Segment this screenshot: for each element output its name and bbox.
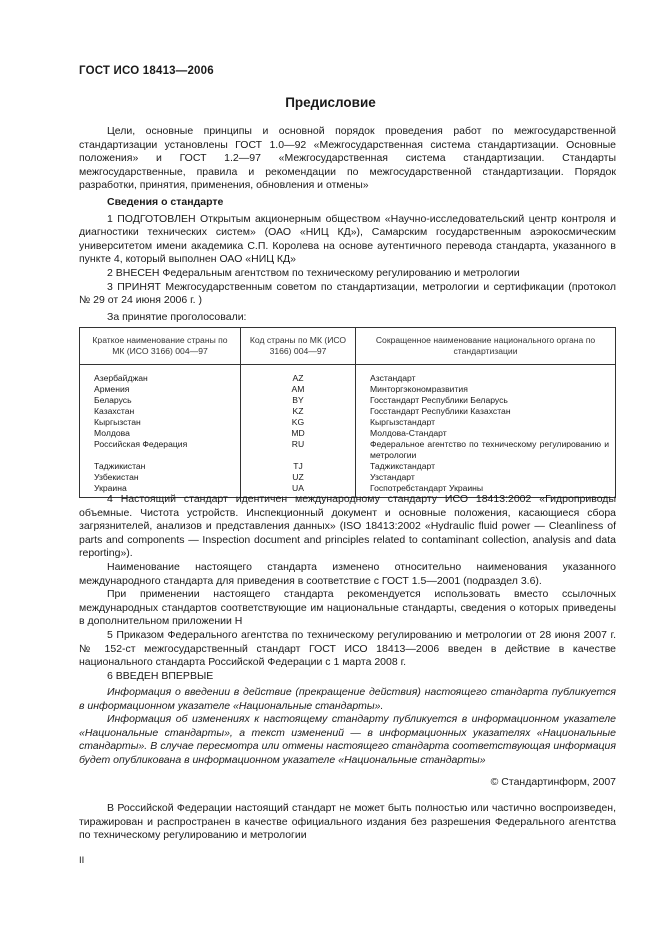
country-cell: Молдова: [80, 428, 241, 439]
code-cell: TJ: [241, 461, 356, 472]
body-cell: Госпотребстандарт Украины: [356, 483, 616, 498]
info-paragraph-1: Информация о введении в действие (прекращение действия) настоящего стандарта публикуется в информационном указателе «Национальные стандарты».: [79, 686, 616, 712]
code-cell: UA: [241, 483, 356, 498]
body-cell: Кыргызстандарт: [356, 417, 616, 428]
item-4-reference-note: При применении настоящего стандарта рекомендуется использовать вместо ссылочных международных стандартов соответствующие им национальные стандарты, сведения о которых приведены в дополнительном приложении Н: [79, 588, 616, 628]
item-6: 6 ВВЕДЕН ВПЕРВЫЕ: [107, 669, 214, 682]
intro-paragraph: Цели, основные принципы и основной порядок проведения работ по межгосударственной стандартизации установлены ГОСТ 1.0—92 «Межгосударственная система стандартизации. Основные положения» и ГОСТ 1.2—97 «Межгосударственная система стандартизации. Стандарты межгосударственные, правила и рекомендации по межгосударственной стандартизации. Порядок разработки, принятия, применения, обновления и отмены»: [79, 125, 616, 192]
subheading: Сведения о стандарте: [107, 195, 224, 208]
table-row: [80, 395, 616, 406]
code-cell: KG: [241, 417, 356, 428]
body-cell: Азстандарт: [356, 365, 616, 385]
reproduction-notice: [79, 802, 616, 843]
table-row: [80, 461, 616, 472]
info-paragraph-2: Информация об изменениях к настоящему стандарту публикуется в информационном указателе «Национальные стандарты», а текст изменений — в информационных указателях «Национальные стандарты». В случае пересмотра или отмены настоящего стандарта соответствующая информация будет опубликована в информационном указателе «Национальные стандарты»: [79, 713, 616, 766]
table-row: [80, 384, 616, 395]
code-cell: AM: [241, 384, 356, 395]
country-cell: Беларусь: [80, 395, 241, 406]
body-cell: Таджикстандарт: [356, 461, 616, 472]
table-header-country: Краткое наименование страны по МК (ИСО 3166) 004—97: [80, 328, 241, 365]
table-row: [80, 439, 616, 461]
table-row: [80, 406, 616, 417]
table-header-code: Код страны по МК (ИСО 3166) 004—97: [241, 328, 356, 365]
preface-top-section: [79, 125, 616, 324]
item-4: 4 Настоящий стандарт идентичен международному стандарту ИСО 18413:2002 «Гидроприводы объемные. Чистота устройств. Инспекционный документ и основные положения, касающиеся сбора загрязнителей, анализов и представления данных» (ISO 18413:2002 «Hydraulic fluid power — Cleanliness of parts and components — Inspection document and principles related to contaminant collection, analysis and data reporting»).: [79, 493, 616, 560]
voting-table: [79, 327, 616, 498]
table-row: [80, 472, 616, 483]
body-cell: Госстандарт Республики Беларусь: [356, 395, 616, 406]
table-header-body: Сокращенное наименование национального органа по стандартизации: [356, 328, 616, 365]
table-row: [80, 428, 616, 439]
code-cell: KZ: [241, 406, 356, 417]
body-cell: Узстандарт: [356, 472, 616, 483]
country-cell: Армения: [80, 384, 241, 395]
page-title: Предисловие: [285, 95, 376, 110]
item-5: 5 Приказом Федерального агентства по техническому регулированию и метрологии от 28 июня 2007 г. № 152-ст межгосударственный стандарт ГОСТ ИСО 18413—2006 введен в действие в качестве национального стандарта Российской Федерации с 1 марта 2008 г.: [79, 628, 616, 669]
copyright: © Стандартинформ, 2007: [490, 776, 616, 788]
voting-table-wrap: [79, 327, 616, 498]
notice-paragraph: В Российской Федерации настоящий стандарт не может быть полностью или частично воспроизведен, тиражирован и распространен в качестве официального издания без разрешения Федерального агентства по техническому регулированию и метрологии: [79, 802, 616, 842]
country-cell: Узбекистан: [80, 472, 241, 483]
info-section: [79, 686, 616, 768]
body-cell: Госстандарт Республики Казахстан: [356, 406, 616, 417]
country-cell: Кыргызстан: [80, 417, 241, 428]
table-row: [80, 365, 616, 385]
document-header: ГОСТ ИСО 18413—2006: [79, 65, 214, 77]
code-cell: MD: [241, 428, 356, 439]
voted-label: За принятие проголосовали:: [107, 310, 247, 323]
body-cell: Минторгэкономразвития: [356, 384, 616, 395]
preface-middle-section: [79, 493, 616, 683]
item-4-name-note: Наименование настоящего стандарта изменено относительно наименования указанного международного стандарта для приведения в соответствие с ГОСТ 1.5—2001 (подраздел 3.6).: [79, 560, 616, 587]
item-3: 3 ПРИНЯТ Межгосударственным советом по стандартизации, метрологии и сертификации (протокол № 29 от 24 июня 2006 г. ): [79, 280, 616, 307]
body-cell: Молдова-Стандарт: [356, 428, 616, 439]
code-cell: UZ: [241, 472, 356, 483]
code-cell: BY: [241, 395, 356, 406]
page-number: II: [79, 855, 85, 866]
item-2: 2 ВНЕСЕН Федеральным агентством по техническому регулированию и метрологии: [107, 266, 520, 279]
code-cell: RU: [241, 439, 356, 461]
country-cell: Таджикистан: [80, 461, 241, 472]
item-1: 1 ПОДГОТОВЛЕН Открытым акционерным обществом «Научно-исследовательский центр контроля и диагностики технических систем» (ОАО «НИЦ КД»), Самарским государственным аэрокосмическим университетом имени академика С.П. Королева на основе аутентичного перевода стандарта, указанного в пункте 4, который выполнен ОАО «НИЦ КД»: [79, 212, 616, 266]
country-cell: Украина: [80, 483, 241, 498]
country-cell: Азербайджан: [80, 365, 241, 385]
body-cell: Федеральное агентство по техническому регулированию и метрологии: [356, 439, 616, 461]
table-header-row: [80, 328, 616, 365]
table-row: [80, 417, 616, 428]
country-cell: Казахстан: [80, 406, 241, 417]
code-cell: AZ: [241, 365, 356, 385]
country-cell: Российская Федерация: [80, 439, 241, 461]
